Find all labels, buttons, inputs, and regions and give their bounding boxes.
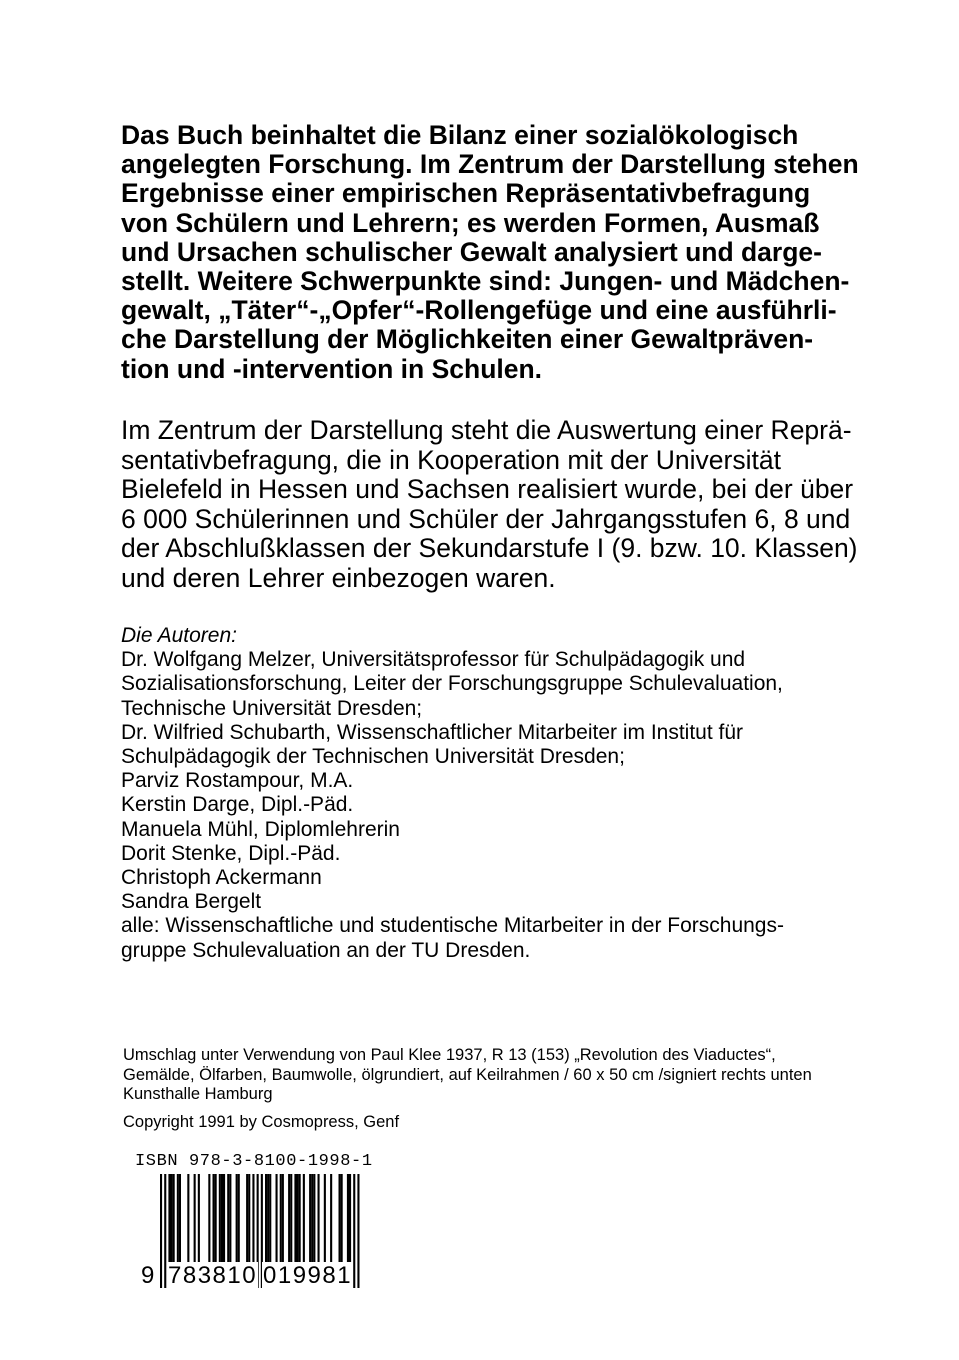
authors-heading: Die Autoren: bbox=[121, 624, 237, 647]
author-line: Parviz Rostampour, M.A. bbox=[121, 769, 354, 793]
barcode-bar bbox=[269, 1174, 271, 1276]
cover-credit bbox=[123, 1046, 903, 1105]
isbn-label: ISBN 978-3-8100-1998-1 bbox=[135, 1152, 373, 1171]
barcode-bar bbox=[297, 1174, 299, 1276]
cover-credit-line: Gemälde, Ölfarben, Baumwolle, ölgrundiert, auf Keilrahmen / 60 x 50 cm /signiert rechts unten bbox=[123, 1065, 812, 1084]
author-line: gruppe Schulevaluation an der TU Dresden. bbox=[121, 938, 531, 962]
authors-section bbox=[121, 624, 901, 963]
barcode-bar bbox=[311, 1174, 313, 1276]
barcode-bar bbox=[215, 1174, 217, 1276]
barcode-bar bbox=[339, 1174, 341, 1276]
barcode-bar bbox=[173, 1174, 175, 1276]
barcode-bar bbox=[330, 1174, 332, 1276]
barcode-bar bbox=[276, 1174, 278, 1276]
author-line: Dr. Wolfgang Melzer, Universitätsprofessor für Schulpädagogik und bbox=[121, 648, 746, 672]
author-line: alle: Wissenschaftliche und studentische Mitarbeiter in der Forschungs- bbox=[121, 914, 784, 938]
barcode-bar bbox=[280, 1174, 282, 1276]
blurb-normal-line: Im Zentrum der Darstellung steht die Auswertung einer Reprä- bbox=[121, 415, 852, 445]
barcode-bar bbox=[349, 1174, 351, 1276]
barcode-bar bbox=[238, 1174, 240, 1276]
barcode-digits-left: 783810 bbox=[168, 1262, 258, 1289]
barcode-bar bbox=[221, 1174, 223, 1276]
barcode-bar bbox=[194, 1174, 196, 1276]
barcode-bar bbox=[324, 1174, 326, 1276]
blurb-normal-paragraph bbox=[121, 416, 901, 593]
barcode-bar bbox=[303, 1174, 305, 1276]
author-line: Christoph Ackermann bbox=[121, 866, 322, 890]
barcode-bar bbox=[219, 1174, 221, 1276]
barcode-bar bbox=[177, 1174, 179, 1276]
barcode-guard-bar bbox=[160, 1174, 162, 1288]
blurb-normal-line: Bielefeld in Hessen und Sachsen realisiert wurde, bei der über bbox=[121, 474, 854, 504]
blurb-bold-line: angelegten Forschung. Im Zentrum der Darstellung stehen bbox=[121, 149, 859, 180]
cover-credit-line: Umschlag unter Verwendung von Paul Klee 1937, R 13 (153) „Revolution des Viaductes“, bbox=[123, 1046, 776, 1064]
author-line: Dorit Stenke, Dipl.-Päd. bbox=[121, 841, 341, 865]
barcode-bar bbox=[290, 1174, 292, 1276]
author-line: Kerstin Darge, Dipl.-Päd. bbox=[121, 793, 354, 817]
barcode-bar bbox=[227, 1174, 229, 1276]
barcode-bar bbox=[265, 1174, 267, 1276]
blurb-bold-line: stellt. Weitere Schwerpunkte sind: Jungen- und Mädchen- bbox=[121, 266, 850, 297]
copyright-notice: Copyright 1991 by Cosmopress, Genf bbox=[123, 1113, 400, 1131]
author-line: Sozialisationsforschung, Leiter der Forschungsgruppe Schulevaluation, bbox=[121, 672, 783, 696]
barcode-guard-bar bbox=[164, 1174, 166, 1288]
author-line: Technische Universität Dresden; bbox=[121, 696, 423, 720]
barcode-guard-bar bbox=[357, 1174, 359, 1288]
barcode-bar bbox=[313, 1174, 315, 1276]
barcode-bar bbox=[288, 1174, 290, 1276]
blurb-bold-line: gewalt, „Täter“-„Opfer“-Rollengefüge und eine ausführli- bbox=[121, 295, 837, 326]
author-line: Sandra Bergelt bbox=[121, 890, 262, 914]
barcode-bar bbox=[208, 1174, 210, 1276]
barcode-bar bbox=[294, 1174, 296, 1276]
author-line: Manuela Mühl, Diplomlehrerin bbox=[121, 817, 400, 841]
barcode-guard-bar bbox=[353, 1174, 355, 1288]
barcode-bar bbox=[309, 1174, 311, 1276]
author-line: Dr. Wilfried Schubarth, Wissenschaftlicher Mitarbeiter im Institut für bbox=[121, 720, 744, 744]
blurb-bold-line: Ergebnisse einer empirischen Repräsentativbefragung bbox=[121, 178, 811, 209]
barcode-bar bbox=[223, 1174, 225, 1276]
barcode-bar bbox=[179, 1174, 181, 1276]
barcode-bar bbox=[168, 1174, 170, 1276]
barcode-bar bbox=[267, 1174, 269, 1276]
barcode-bar bbox=[248, 1174, 250, 1276]
barcode-digits-right: 019981 bbox=[263, 1262, 353, 1289]
blurb-bold-line: che Darstellung der Möglichkeiten einer Gewaltpräven- bbox=[121, 324, 814, 355]
blurb-bold-line: und Ursachen schulischer Gewalt analysiert und darge- bbox=[121, 236, 822, 267]
barcode-bar bbox=[187, 1174, 189, 1276]
barcode-digit-first: 9 bbox=[141, 1262, 155, 1289]
barcode-bar bbox=[198, 1174, 200, 1276]
barcode-bar bbox=[246, 1174, 248, 1276]
blurb-bold-line: Das Buch beinhaltet die Bilanz einer sozialökologisch bbox=[121, 120, 799, 150]
blurb-normal-line: und deren Lehrer einbezogen waren. bbox=[121, 562, 556, 593]
barcode-bar bbox=[236, 1174, 238, 1276]
barcode-bar bbox=[341, 1174, 343, 1276]
barcode-bar bbox=[213, 1174, 215, 1276]
blurb-normal-line: der Abschlußklassen der Sekundarstufe I (9. bzw. 10. Klassen) bbox=[121, 533, 858, 563]
barcode-bar bbox=[171, 1174, 173, 1276]
author-line: Schulpädagogik der Technischen Universität Dresden; bbox=[121, 745, 625, 769]
barcode-bar bbox=[229, 1174, 231, 1276]
barcode-bar bbox=[347, 1174, 349, 1276]
barcode-bar bbox=[252, 1174, 254, 1276]
barcode-bar bbox=[299, 1174, 301, 1276]
barcode-bar bbox=[318, 1174, 320, 1276]
blurb-normal-line: sentativbefragung, die in Kooperation mit der Universität bbox=[121, 444, 781, 475]
cover-credit-line: Kunsthalle Hamburg bbox=[123, 1085, 273, 1103]
blurb-bold-line: von Schülern und Lehrern; es werden Formen, Ausmaß bbox=[121, 207, 820, 238]
blurb-normal-line: 6 000 Schülerinnen und Schüler der Jahrgangsstufen 6, 8 und bbox=[121, 503, 851, 534]
blurb-bold-line: tion und -intervention in Schulen. bbox=[121, 353, 543, 384]
blurb-bold-paragraph bbox=[121, 121, 881, 384]
barcode-bar bbox=[282, 1174, 284, 1276]
